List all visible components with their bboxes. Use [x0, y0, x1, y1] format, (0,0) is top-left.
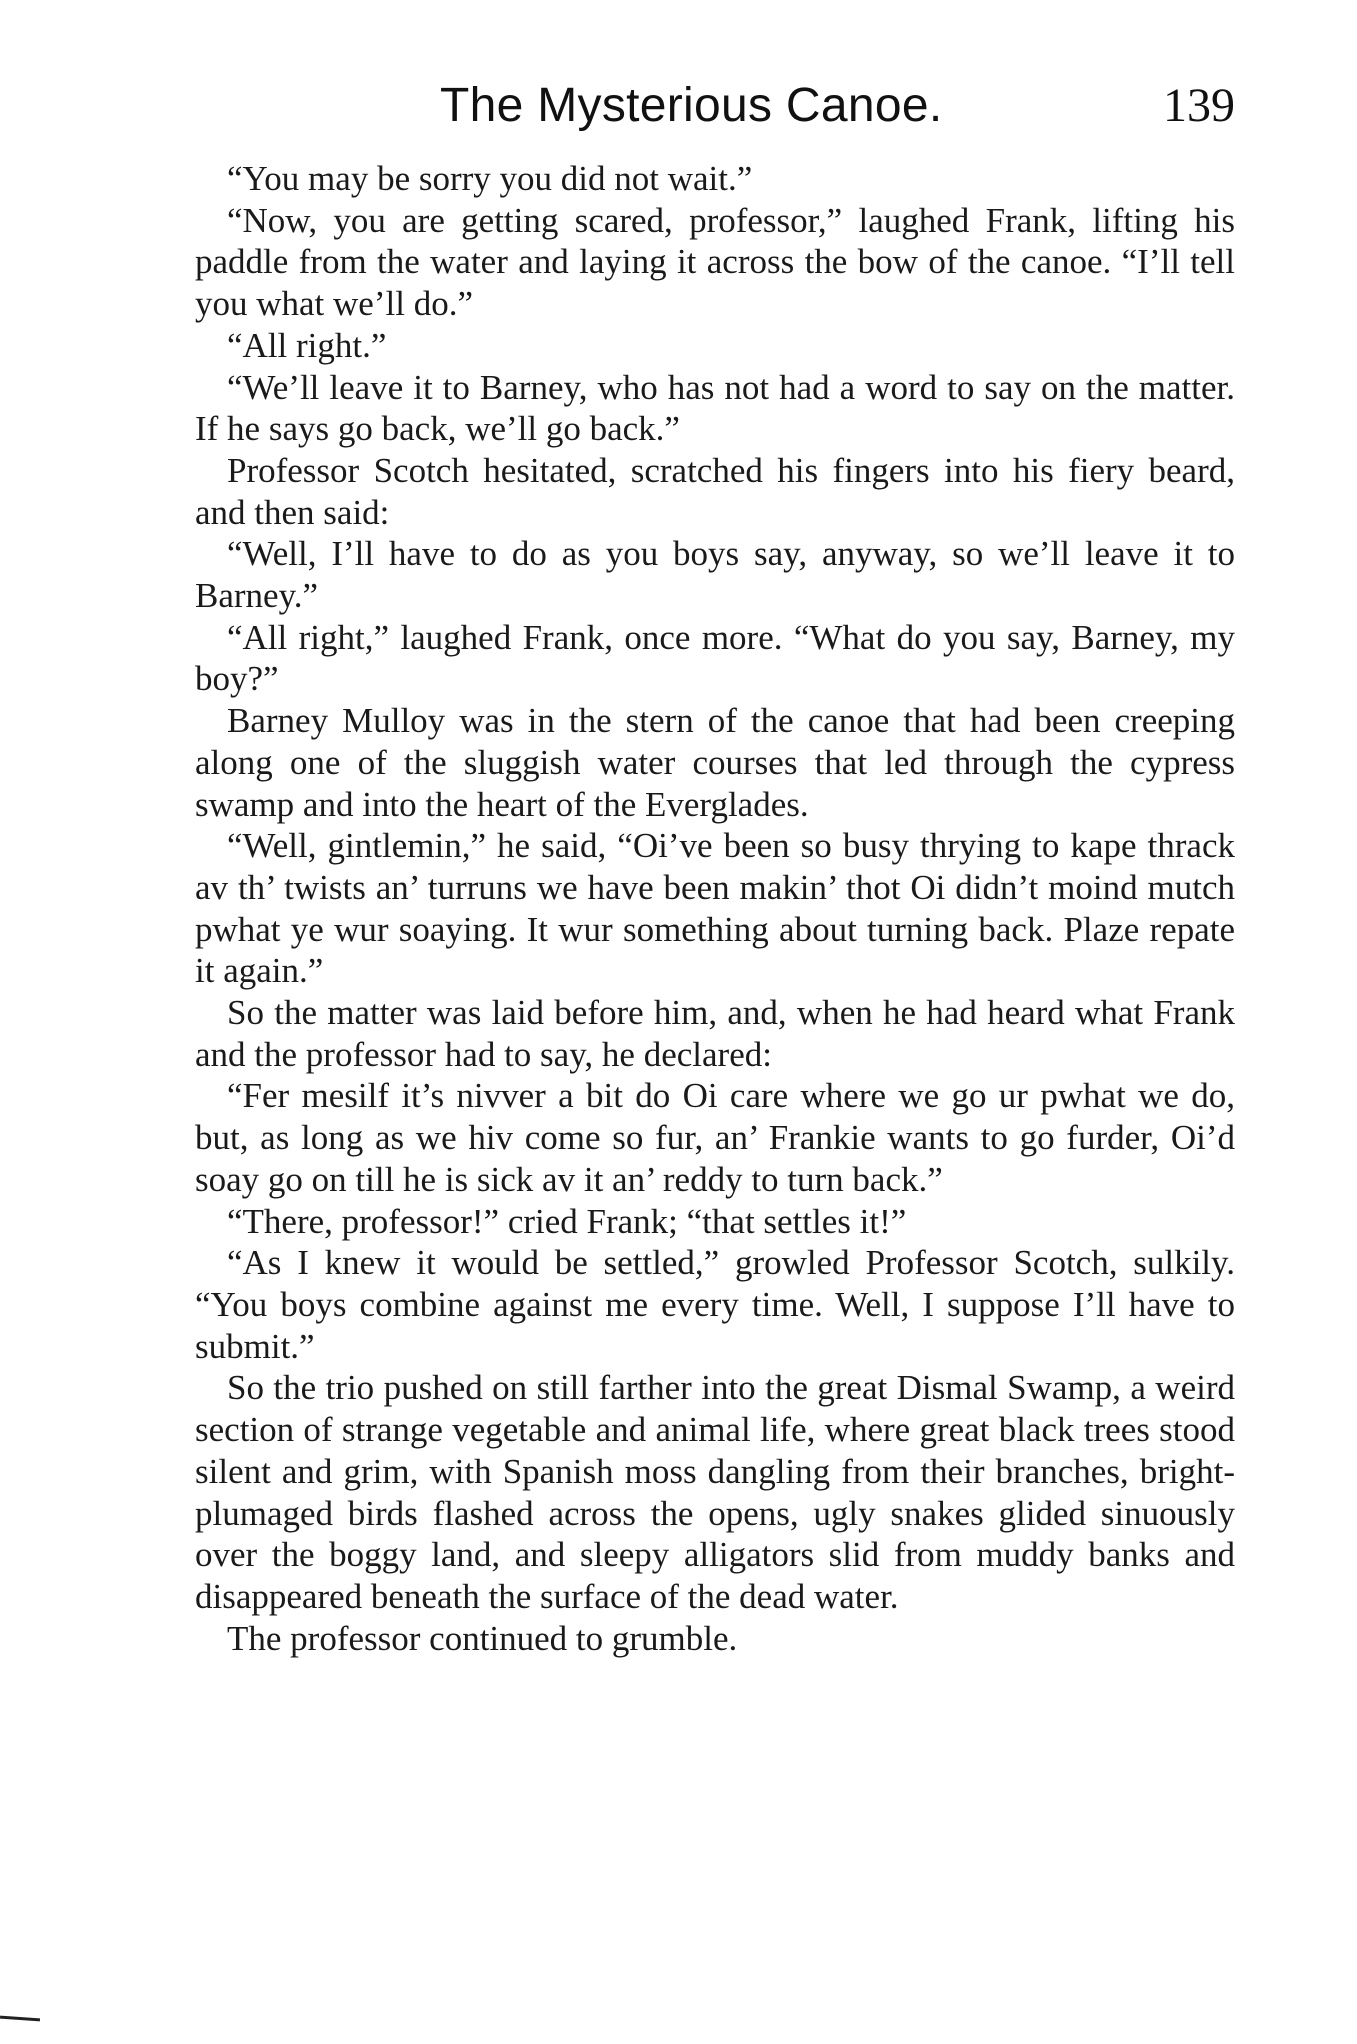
paragraph: “Well, gintlemin,” he said, “Oi’ve been so busy thrying to kape thrack av th’ twists an’ turruns we have been makin’ thot Oi didn’t moind mutch pwhat ye wur soaying. It wur something about turning back. Plaze repate it again.”: [195, 826, 1235, 991]
paragraph: Barney Mulloy was in the stern of the canoe that had been creeping along one of the sluggish water courses that led through the cypress swamp and into the heart of the Everglades.: [195, 701, 1235, 824]
paragraph: So the trio pushed on still farther into the great Dismal Swamp, a weird section of strange vegetable and animal life, where great black trees stood silent and grim, with Spanish moss dangling from their branches, bright-plumaged birds flashed across the opens, ugly snakes glided sinuously over the boggy land, and sleepy alligators slid from muddy banks and disappeared beneath the surface of the dead water.: [195, 1368, 1235, 1616]
paragraph: “Fer mesilf it’s nivver a bit do Oi care where we go ur pwhat we do, but, as long as we hiv come so fur, an’ Frankie wants to go furder, Oi’d soay go on till he is sick av it an’ reddy to turn back.”: [195, 1076, 1235, 1199]
body-text: [195, 158, 1235, 1659]
paragraph: “You may be sorry you did not wait.”: [227, 159, 753, 198]
paragraph: Professor Scotch hesitated, scratched his fingers into his fiery beard, and then said:: [195, 450, 1235, 532]
paragraph: “There, professor!” cried Frank; “that settles it!”: [227, 1201, 907, 1241]
paragraph: “All right.”: [227, 325, 387, 365]
paragraph: The professor continued to grumble.: [227, 1618, 738, 1658]
page-number: 139: [1163, 79, 1235, 132]
paragraph: So the matter was laid before him, and, when he had heard what Frank and the professor had to say, he declared:: [195, 993, 1235, 1074]
paragraph: “Now, you are getting scared, professor,” laughed Frank, lifting his paddle from the water and laying it across the bow of the canoe. “I’ll tell you what we’ll do.”: [195, 200, 1235, 324]
paragraph: “As I knew it would be settled,” growled Professor Scotch, sulkily. “You boys combine against me every time. Well, I suppose I’ll have to submit.”: [195, 1243, 1235, 1366]
running-title: The Mysterious Canoe.: [440, 79, 943, 132]
page-header: [195, 78, 1235, 138]
paragraph: “Well, I’ll have to do as you boys say, anyway, so we’ll leave it to Barney.”: [195, 534, 1235, 616]
scan-edge-mark: [0, 2016, 40, 2022]
paragraph: “We’ll leave it to Barney, who has not had a word to say on the matter. If he says go back, we’ll go back.”: [195, 367, 1235, 449]
paragraph: “All right,” laughed Frank, once more. “What do you say, Barney, my boy?”: [195, 617, 1235, 699]
